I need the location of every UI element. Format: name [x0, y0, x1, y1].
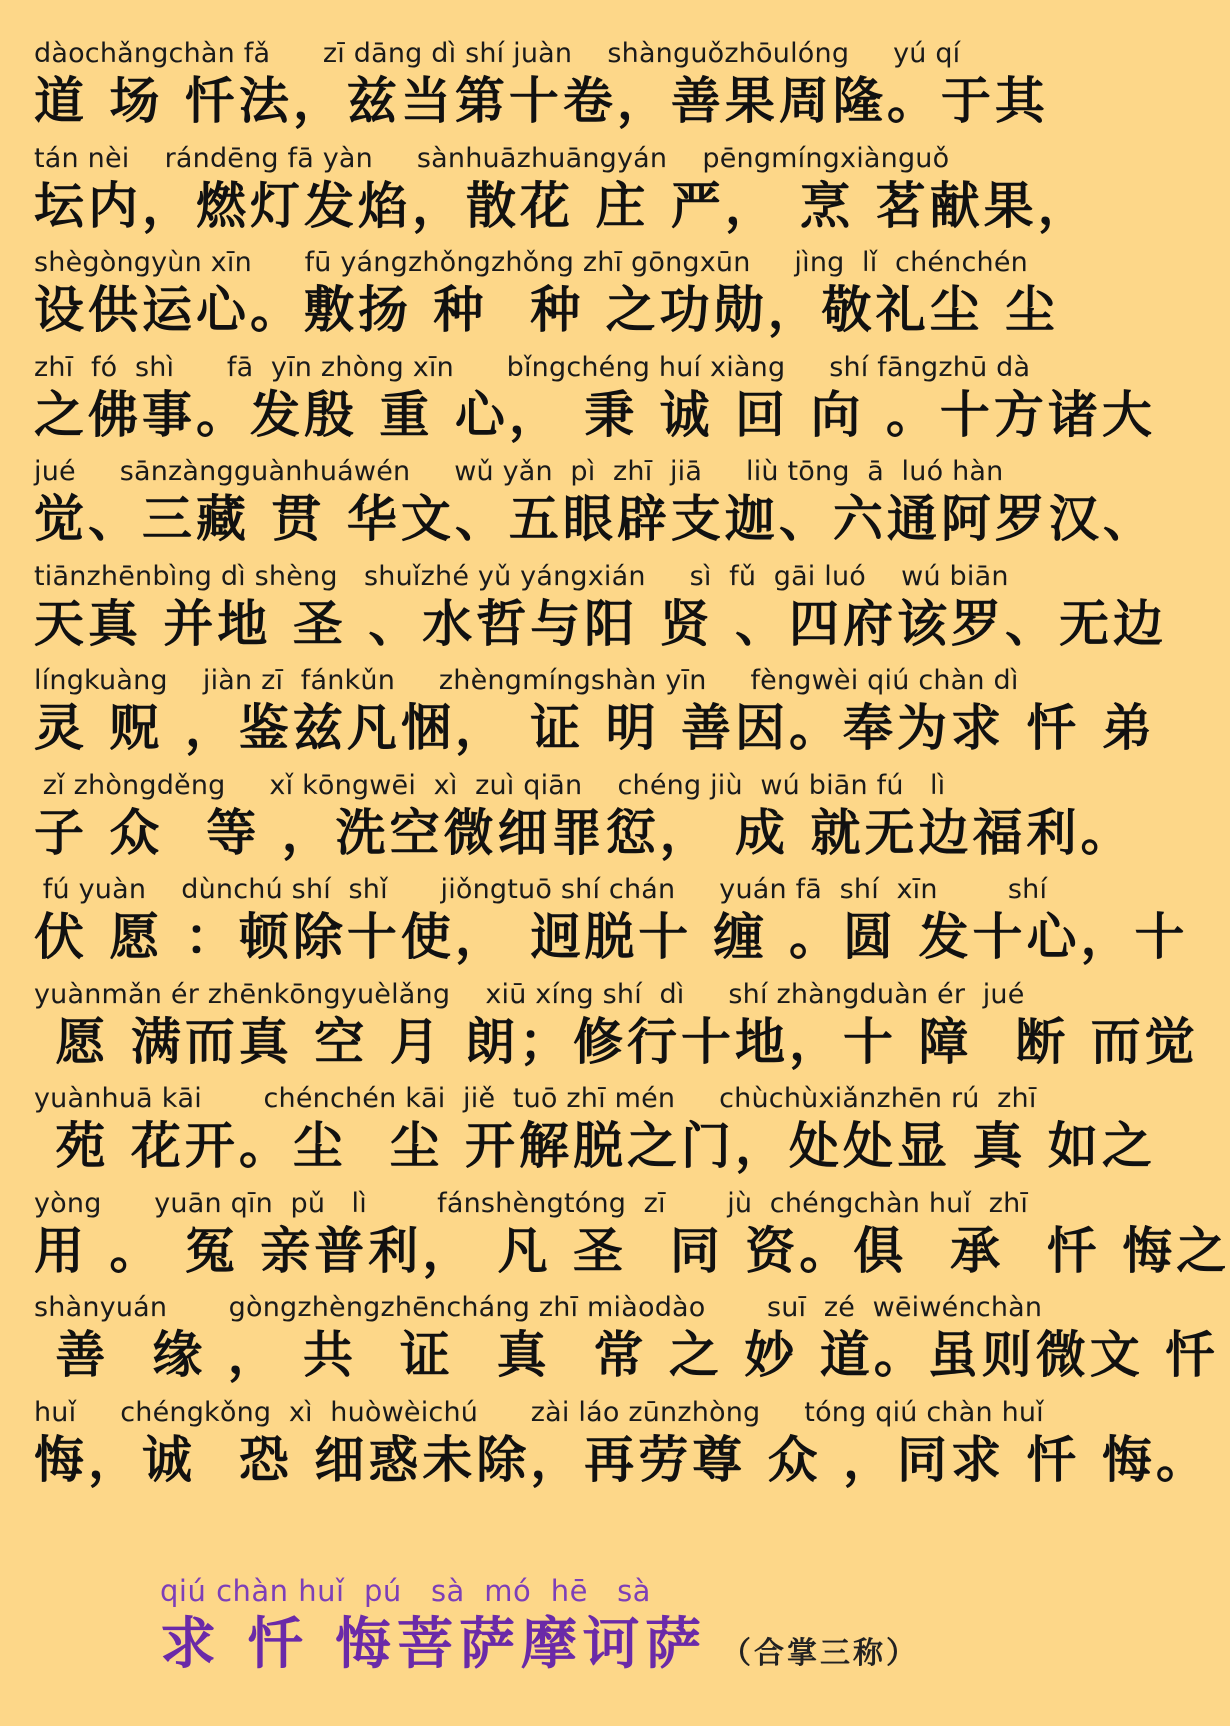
hanzi-line: 用 。 冤 亲普利， 凡 圣 同 资。俱 承 忏 悔之 [34, 1221, 1230, 1280]
hanzi-line: 设供运心。敷扬 种 种 之功勋，敬礼尘 尘 [34, 281, 1060, 339]
pinyin-line: jué sānzàngguànhuáwén wǔ yǎn pì zhī jiā liù tōng ā luó hàn [34, 456, 1004, 487]
text-line-14 [34, 1396, 1210, 1502]
pinyin-line: tiānzhēnbìng dì shèng shuǐzhé yǔ yángxián sì fǔ gāi luó wú biān [34, 560, 1009, 592]
hanzi-line: 愿 满而真 空 月 朗；修行十地，十 障 断 而觉 [34, 1012, 1199, 1071]
hanzi-line: 善 缘 ， 共 证 真 常 之 妙 道。虽则微文 忏 [34, 1326, 1220, 1384]
pinyin-line: língkuàng jiàn zī fánkǔn zhèngmíngshàn yīn fèngwèi qiú chàn dì [34, 665, 1019, 696]
hanzi-line: 坛内，燃灯发焰，散花 庄 严， 烹 茗献果， [34, 176, 1092, 235]
pinyin-line: yòng yuān qīn pǔ lì fánshèngtóng zī jù chéngchàn huǐ zhī [34, 1187, 1029, 1219]
pinyin-line: yuànhuā kāi chénchén kāi jiě tuō zhī mén chùchùxiǎnzhēn rú zhī [34, 1083, 1037, 1114]
hanzi-line: 伏 愿 ：顿除十使， 迥脱十 缠 。圆 发十心，十 [34, 908, 1189, 966]
repentance-text [34, 38, 1230, 1501]
hanzi-line: 之佛事。发殷 重 心， 秉 诚 回 向 。十方诸大 [34, 385, 1156, 444]
invocation-note: （合掌三称） [721, 1636, 919, 1671]
pinyin-line: zǐ zhòngděng xǐ kōngwēi xì zuì qiān chéng jiù wú biān fú lì [34, 769, 946, 801]
closing-invocation [160, 1574, 1060, 1680]
hanzi-line: 道 场 忏法，兹当第十卷，善果周隆。于其 [34, 72, 1049, 130]
hanzi-line: 悔，诚 恐 细惑未除，再劳尊 众 ，同求 忏 悔。 [34, 1430, 1210, 1489]
text-line-4 [34, 351, 1156, 457]
pinyin-line: zhī fó shì fā yīn zhòng xīn bǐngchéng huí xiàng shí fāngzhū dà [34, 351, 1031, 383]
text-line-6 [34, 560, 1168, 666]
hanzi-line: 灵 贶 ，鉴兹凡悃， 证 明 善因。奉为求 忏 弟 [34, 699, 1156, 757]
hanzi-line: 苑 花开。尘 尘 开解脱之门，处处显 真 如之 [34, 1117, 1156, 1175]
pinyin-line: yuànmǎn ér zhēnkōngyuèlǎng xiū xíng shí dì shí zhàngduàn ér jué [34, 978, 1025, 1010]
pinyin-line: fú yuàn dùnchú shí shǐ jiǒngtuō shí chán yuán fā shí xīn shí [34, 874, 1048, 905]
text-line-1 [34, 38, 1050, 143]
hanzi-line: 子 众 等 ，洗空微细罪愆， 成 就无边福利。 [34, 803, 1135, 862]
text-line-2 [34, 142, 1092, 248]
text-line-11 [34, 1083, 1156, 1188]
pinyin-line: tán nèi rándēng fā yàn sànhuāzhuāngyán pēngmíngxiànguǒ [34, 142, 950, 174]
pinyin-line: shànyuán gòngzhèngzhēncháng zhī miàodào suī zé wēiwénchàn [34, 1292, 1043, 1323]
hanzi-line: 觉、三藏 贯 华文、五眼辟支迦、六通阿罗汉、 [34, 490, 1157, 548]
text-line-5 [34, 456, 1157, 561]
text-line-8 [34, 769, 1135, 875]
pinyin-line: dàochǎngchàn fǎ zī dāng dì shí juàn shànguǒzhōulóng yú qí [34, 38, 961, 69]
invocation-pinyin: qiú chàn huǐ pú sà mó hē sà [160, 1574, 651, 1608]
invocation-title: 求 忏 悔菩萨摩诃萨 [160, 1612, 707, 1677]
text-line-10 [34, 978, 1199, 1084]
invocation-row [160, 1610, 1060, 1680]
text-line-13 [34, 1292, 1220, 1397]
text-line-12 [34, 1187, 1230, 1293]
text-line-9 [34, 874, 1189, 979]
pinyin-line: shègòngyùn xīn fū yángzhǒngzhǒng zhī gōngxūn jìng lǐ chénchén [34, 247, 1028, 278]
pinyin-line: huǐ chéngkǒng xì huòwèichú zài láo zūnzhòng tóng qiú chàn huǐ [34, 1396, 1044, 1428]
text-line-7 [34, 665, 1156, 770]
text-line-3 [34, 247, 1060, 352]
hanzi-line: 天真 并地 圣 、水哲与阳 贤 、四府该罗、无边 [34, 594, 1168, 653]
